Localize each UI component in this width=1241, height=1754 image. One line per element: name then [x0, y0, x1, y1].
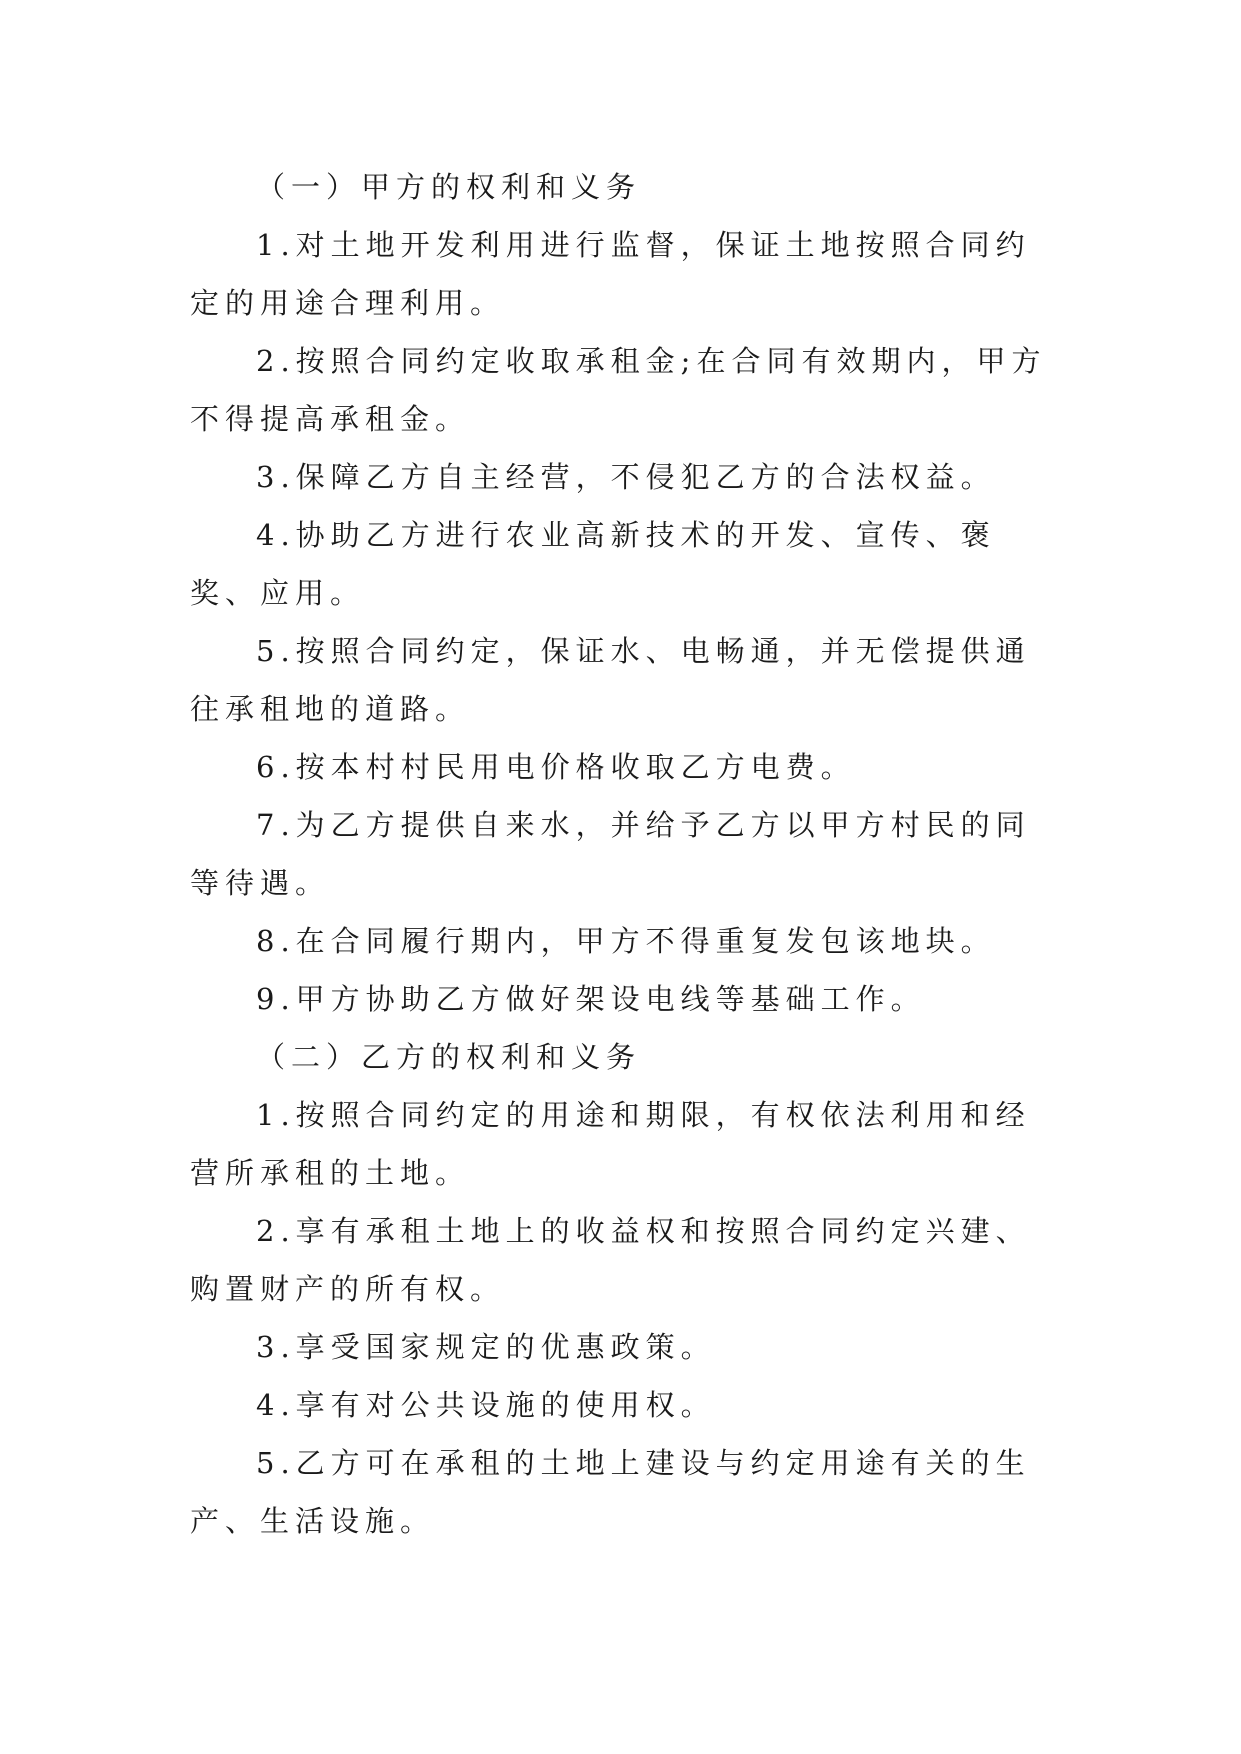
party-a-clause-2: 2.按照合同约定收取承租金;在合同有效期内，甲方不得提高承租金。	[190, 344, 1047, 436]
party-b-clause-1: 1.按照合同约定的用途和期限，有权依法利用和经营所承租的土地。	[190, 1098, 1031, 1190]
party-a-clause-3: 3.保障乙方自主经营，不侵犯乙方的合法权益。	[256, 460, 996, 494]
party-a-clause-8: 8.在合同履行期内，甲方不得重复发包该地块。	[256, 924, 996, 958]
party-a-clause-4: 4.协助乙方进行农业高新技术的开发、宣传、褒奖、应用。	[190, 518, 996, 610]
party-a-clause-7: 7.为乙方提供自来水，并给予乙方以甲方村民的同等待遇。	[190, 808, 1031, 900]
section-heading-party-a: （一）甲方的权利和义务	[256, 170, 642, 204]
party-a-clause-9: 9.甲方协助乙方做好架设电线等基础工作。	[256, 982, 926, 1016]
party-a-clause-1: 1.对土地开发利用进行监督，保证土地按照合同约定的用途合理利用。	[190, 228, 1031, 320]
party-b-clause-3: 3.享受国家规定的优惠政策。	[256, 1330, 716, 1364]
party-b-clause-4: 4.享有对公共设施的使用权。	[256, 1388, 716, 1422]
section-heading-party-b: （二）乙方的权利和义务	[256, 1040, 642, 1074]
document-body	[190, 158, 1050, 1550]
party-a-clause-5: 5.按照合同约定，保证水、电畅通，并无偿提供通往承租地的道路。	[190, 634, 1031, 726]
party-b-clause-5: 5.乙方可在承租的土地上建设与约定用途有关的生产、生活设施。	[190, 1446, 1031, 1538]
party-a-clause-6: 6.按本村村民用电价格收取乙方电费。	[256, 750, 856, 784]
party-b-clause-2: 2.享有承租土地上的收益权和按照合同约定兴建、购置财产的所有权。	[190, 1214, 1031, 1306]
